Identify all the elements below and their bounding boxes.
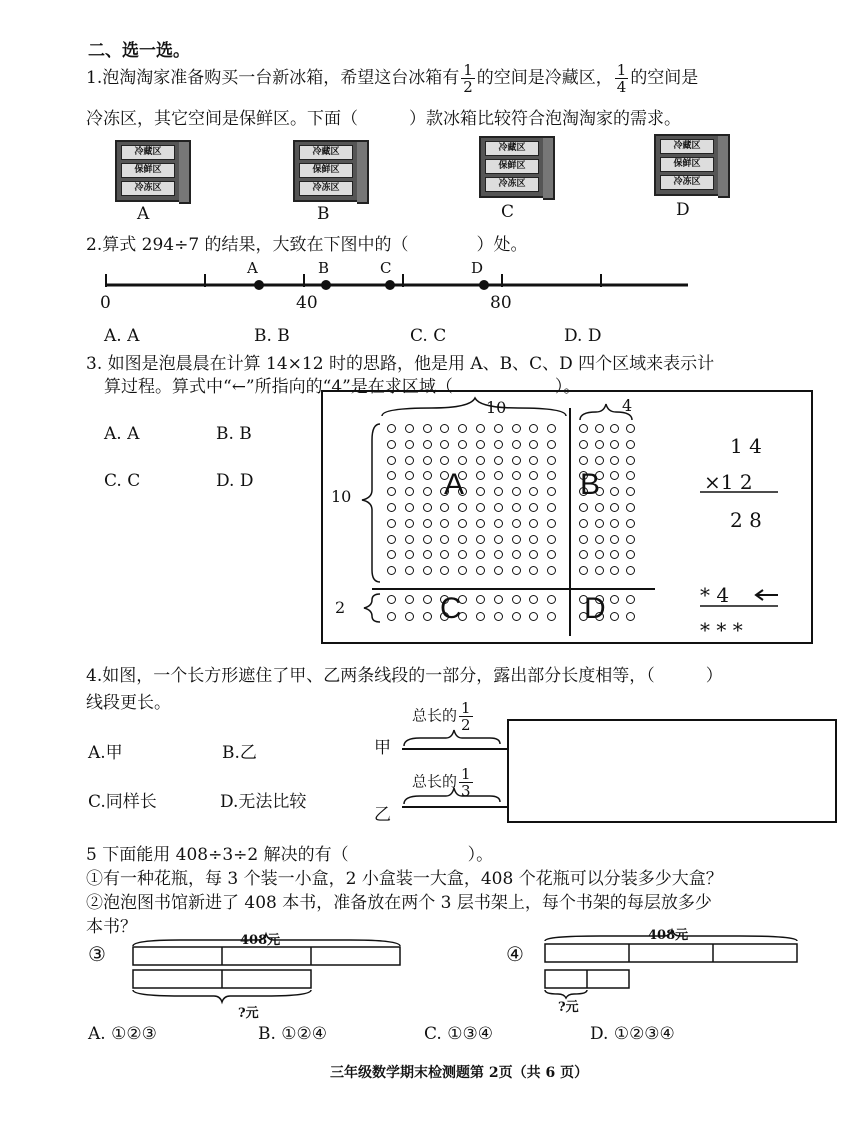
page-footer: 三年级数学期末检测题第 2页（共 6 页） [330,1065,589,1081]
q1-line2: 冷冻区，其它空间是保鲜区。下面（ ）款冰箱比较符合泡淘淘家的需求。 [86,109,681,129]
q5-item2-a: ②泡泡图书馆新进了 408 本书，准备放在两个 3 层书架上，每个书架的每层放多少 [86,893,712,913]
fridge-c-label: C [501,202,515,222]
label-left-2: 2 [335,598,346,617]
fridge-d-shelf-2: 保鲜区 [660,157,714,172]
q5-item1: ①有一种花瓶，每 3 个装一小盒，2 小盒装一大盒，408 个花瓶可以分装多少大盒？ [86,869,723,889]
tick-80: 80 [490,293,512,313]
fridge-d-label: D [676,200,690,220]
fridge-c-shelf-3: 冷冻区 [485,177,539,192]
calc-line2: ×1 2 [704,470,753,494]
fridge-a-shelf-1: 冷藏区 [121,145,175,160]
fridge-d-shelf-1: 冷藏区 [660,139,714,154]
q5-line1: 5 下面能用 408÷3÷2 解决的有（ ）。 [86,845,494,865]
q3-line2: 算过程。算式中“←”所指向的“4”是在求区域（ ）。 [104,377,581,397]
calc-line1: 1 4 [730,434,762,458]
q1-frac-half: $\frac{1}{2}$ [463,61,473,96]
brace2-label: 总长的 $\frac{1}{3}$ [412,765,471,800]
brace1-label: 总长的 $\frac{1}{2}$ [412,699,471,734]
q4-option-d: D.无法比较 [220,792,307,812]
region-a: A [444,468,465,501]
q5-item3-question: ?元 [238,1006,259,1021]
point-d-label: D [471,259,484,277]
q1-frac-quarter: $\frac{1}{4}$ [616,61,627,96]
fridge-b-shelf-2: 保鲜区 [299,163,353,178]
fridge-a-label: A [137,204,150,224]
fridge-a-shelf-2: 保鲜区 [121,163,175,178]
calc-line5: * * * [700,618,743,642]
q2-question: 2.算式 294÷7 的结果，大致在下图中的（ ）处。 [86,235,528,255]
fridge-a-shelf-3: 冷冻区 [121,181,175,196]
q2-option-b: B. B [254,326,290,346]
fridge-d-shelf-3: 冷冻区 [660,175,714,190]
q5-item4-question: ?元 [558,1000,579,1015]
q4-option-a: A.甲 [88,743,123,763]
q3-option-d: D. D [216,471,254,491]
q5-option-d: D. ①②③④ [590,1024,675,1044]
q5-option-c: C. ①③④ [424,1024,493,1044]
tick-40: 40 [296,293,318,313]
q4-option-c: C.同样长 [88,792,157,812]
q4-option-b: B.乙 [222,743,257,763]
q5-item2-b: 本书？ [86,917,137,937]
label-jia: 甲 [374,738,391,758]
q5-option-b: B. ①②④ [258,1024,328,1044]
q1-line1-b: 的空间是冷藏区， [476,68,613,88]
region-c: C [440,592,462,625]
q5-option-a: A. ①②③ [88,1024,157,1044]
point-b-label: B [318,259,330,277]
point-c-label: C [380,259,392,277]
q1-line1-c: 的空间是 [630,68,699,88]
fridge-c-shelf-1: 冷藏区 [485,141,539,156]
fridge-b-label: B [317,204,330,224]
q4-line2: 线段更长。 [86,693,171,713]
region-b: B [580,468,601,501]
q3-option-c: C. C [104,471,141,491]
q4-line1: 4.如图，一个长方形遮住了甲、乙两条线段的一部分，露出部分长度相等，（ ） [86,666,723,686]
section-title: 二、选一选。 [88,41,190,61]
q5-item4-total: 408元 [648,928,689,943]
calc-line4: * 4 [700,583,730,607]
q5-item4-marker: ④ [506,942,524,966]
point-a-label: A [247,259,258,277]
q2-option-d: D. D [564,326,602,346]
q5-item3-total: 408元 [240,933,281,948]
q1-line1-a: 1.泡淘淘家准备购买一台新冰箱，希望这台冰箱有 [86,68,460,88]
label-yi: 乙 [374,805,391,825]
q3-option-a: A. A [104,424,140,444]
fridge-b-shelf-3: 冷冻区 [299,181,353,196]
label-left-10: 10 [331,487,352,506]
q2-option-c: C. C [410,326,447,346]
fridge-b-shelf-1: 冷藏区 [299,145,353,160]
calc-line3: 2 8 [730,508,762,532]
q3-line1: 3. 如图是泡晨晨在计算 14×12 时的思路，他是用 A、B、C、D 四个区域来表示计 [86,354,715,374]
q5-item3-marker: ③ [88,942,106,966]
q2-option-a: A. A [104,326,140,346]
q3-option-b: B. B [216,424,252,444]
label-top-10: 10 [486,398,507,417]
tick-0: 0 [100,293,111,313]
fridge-c-shelf-2: 保鲜区 [485,159,539,174]
region-d: D [584,592,606,625]
label-top-4: 4 [622,396,633,415]
